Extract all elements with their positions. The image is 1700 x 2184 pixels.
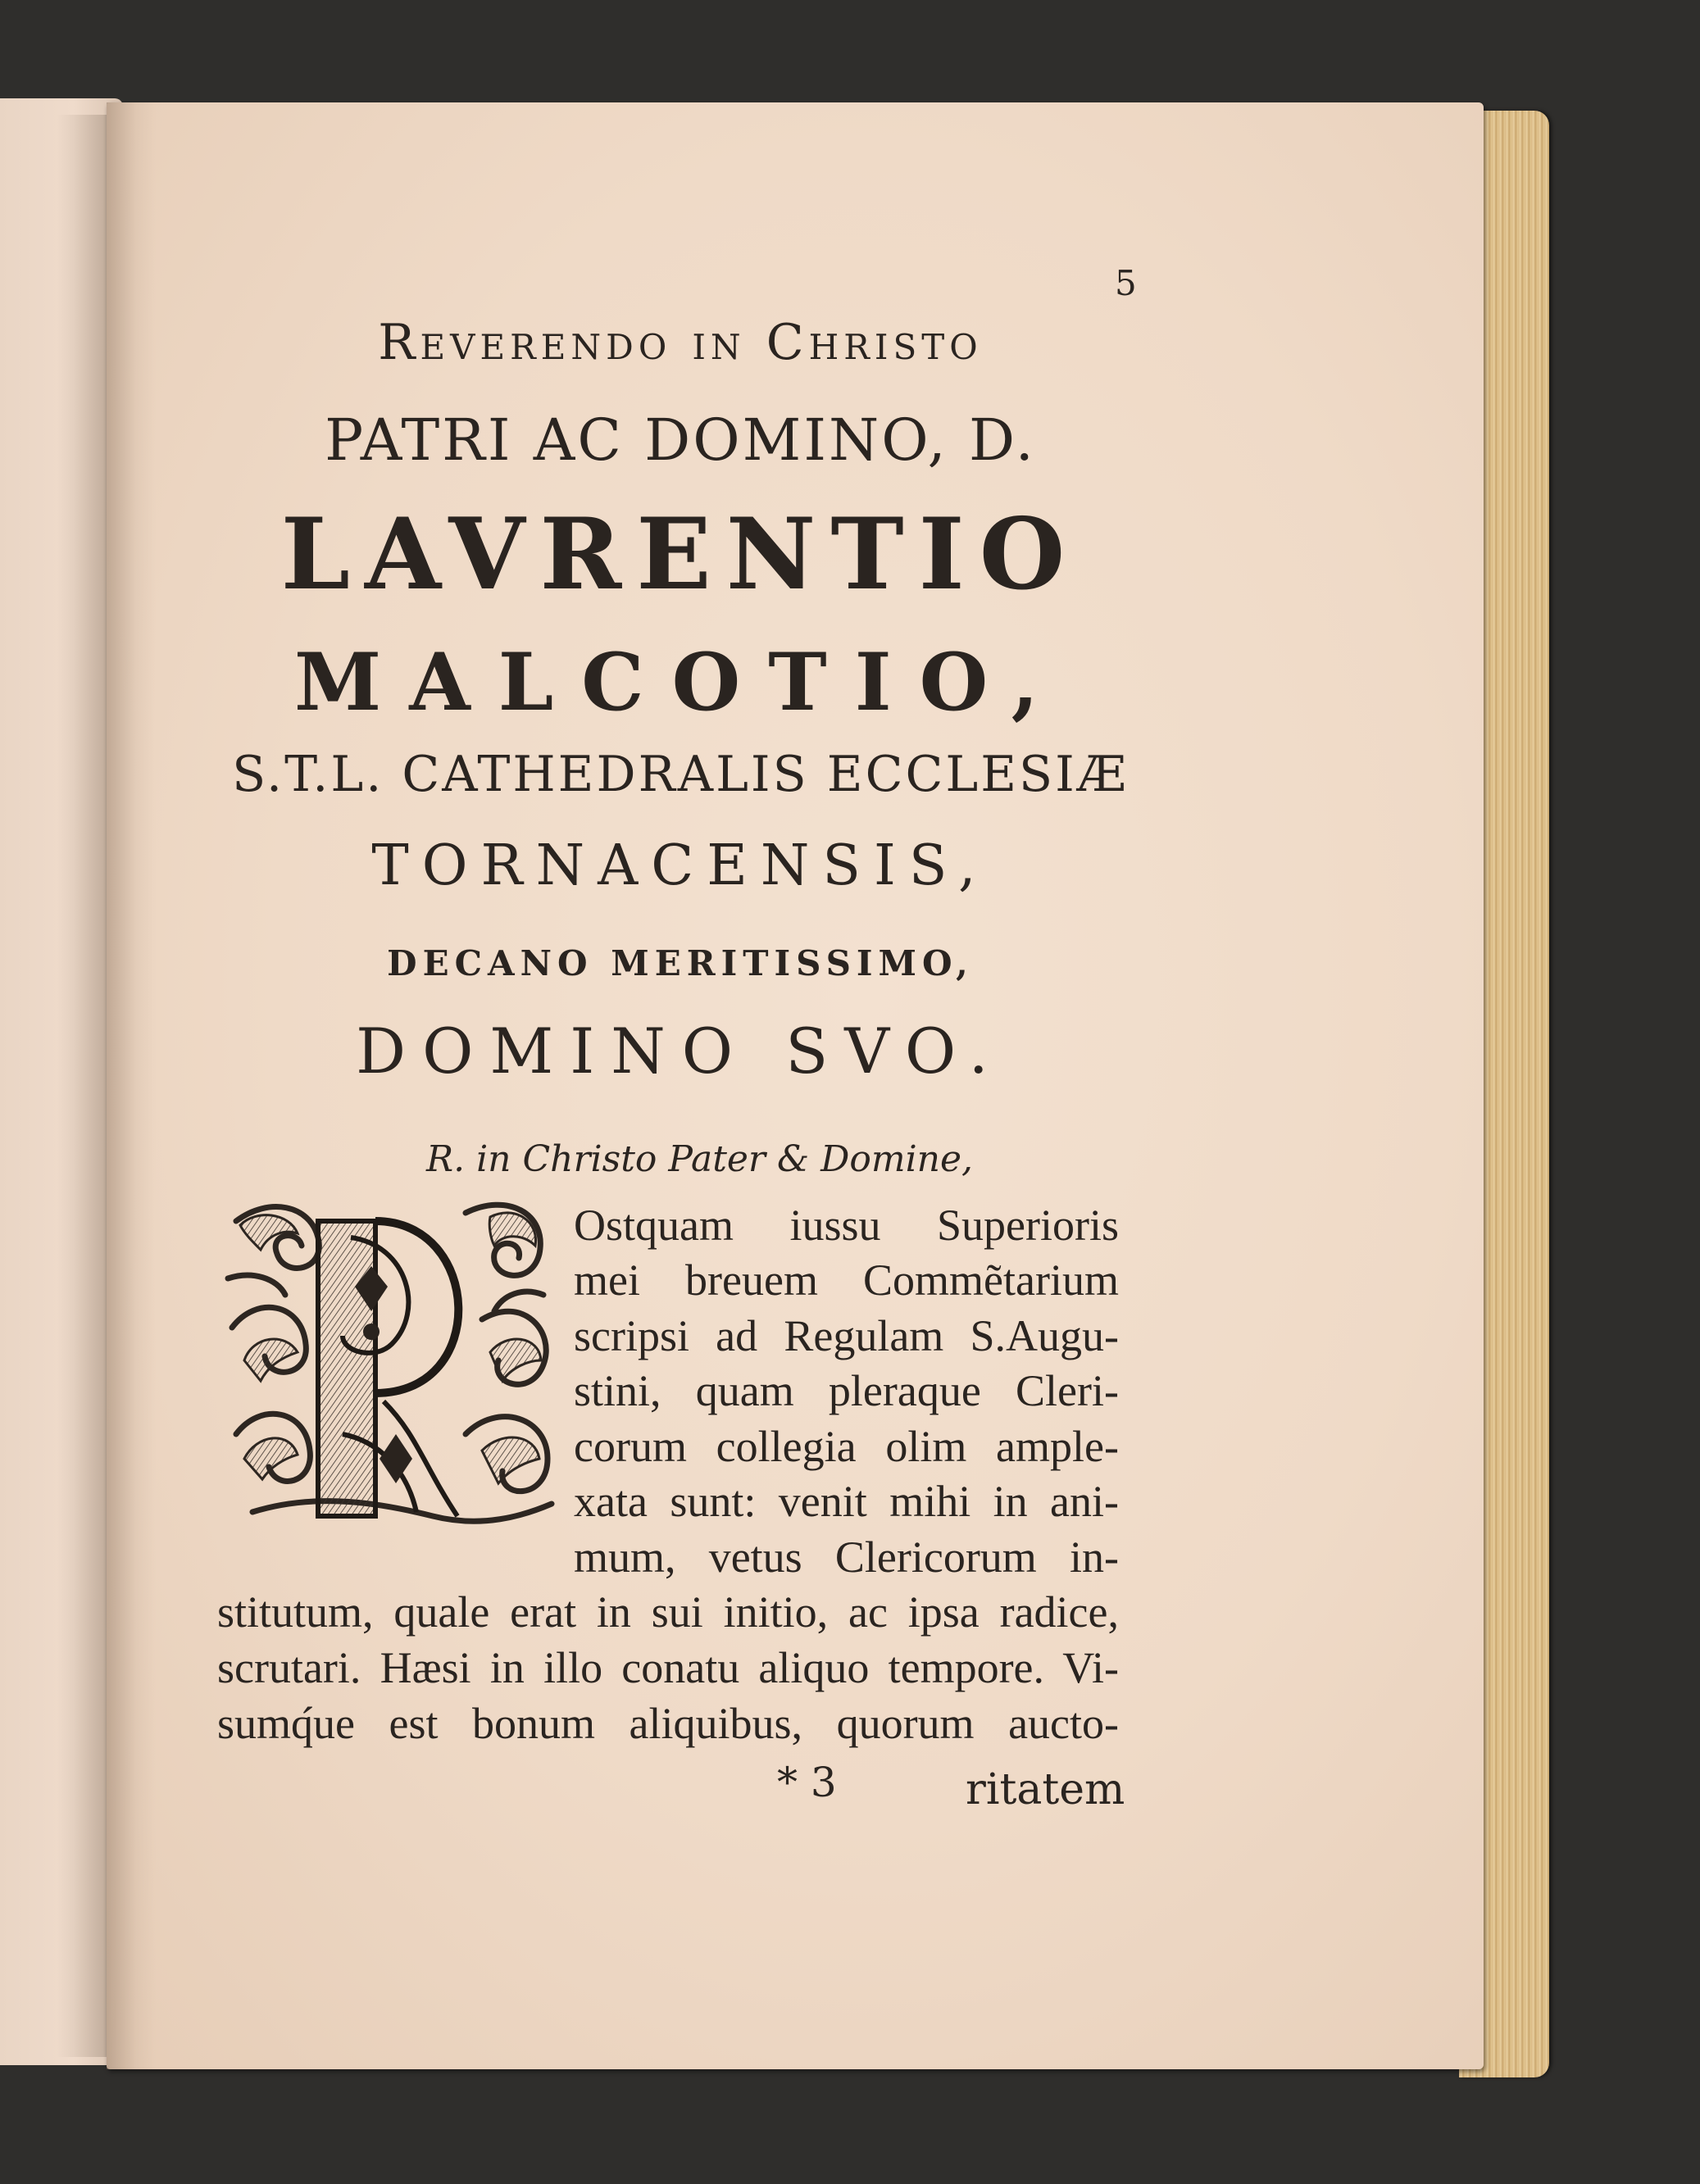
dedication-line-3: LAVRENTIO — [280, 497, 1080, 612]
catchword: ritatem — [966, 1765, 1125, 1814]
body-line-3: scripsi ad Regulam S.Augu- — [574, 1311, 1119, 1360]
dedication-line-8: DOMINO SVO. — [356, 1015, 1005, 1087]
dedication-line-4: MALCOTIO, — [293, 636, 1067, 729]
dedication-line-7: DECANO MERITISSIMO, — [387, 943, 974, 983]
body-line-6: xata sunt: venit mihi in ani- — [574, 1477, 1119, 1526]
body-line-8: stitutum, quale erat in sui initio, ac ipsa radice, — [217, 1587, 1119, 1637]
dedication-line-5: S.T.L. CATHEDRALIS ECCLESIÆ — [232, 746, 1129, 803]
body-line-5: corum collegia olim ample- — [574, 1422, 1119, 1471]
page-gutter — [107, 102, 156, 2069]
body-line-1: Ostquam iussu Superioris — [574, 1201, 1119, 1250]
dedication-line-6: TORNACENSIS, — [371, 833, 989, 898]
body-line-7: mum, vetus Clericorum in- — [574, 1532, 1119, 1582]
dedication-line-2: PATRI AC DOMINO, D. — [325, 406, 1036, 474]
signature-mark: * 3 — [777, 1759, 837, 1806]
body-line-10: sumq́ue est bonum aliquibus, quorum aucto- — [217, 1699, 1119, 1748]
dedication-line-1: Reverendo in Christo — [378, 314, 983, 371]
page-number: 5 — [1115, 263, 1137, 303]
salutation: R. in Christo Pater & Domine, — [426, 1138, 974, 1180]
ornament-icon — [220, 1188, 564, 1537]
body-line-4: stini, quam pleraque Cleri- — [574, 1366, 1119, 1415]
body-line-9: scrutari. Hæsi in illo conatu aliquo tempore. Vi- — [217, 1643, 1119, 1692]
body-line-2: mei breuem Commẽtarium — [574, 1255, 1119, 1305]
decorated-initial — [220, 1188, 564, 1537]
